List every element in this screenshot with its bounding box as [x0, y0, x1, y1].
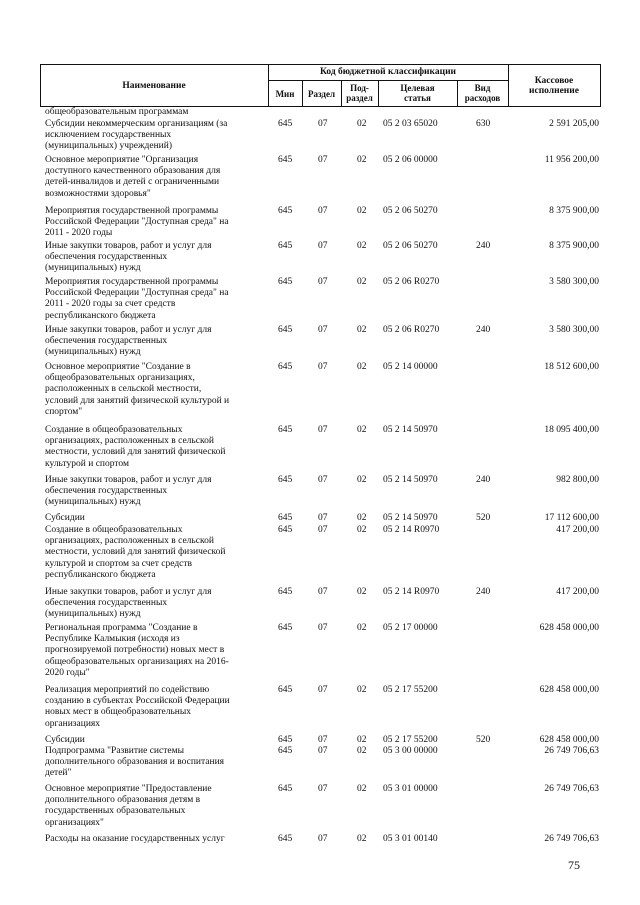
- cell-stat: 05 2 06 00000: [383, 155, 438, 165]
- cell-name: Подпрограмма "Развитие системы дополнительного образования и воспитания детей": [45, 746, 225, 779]
- cell-sum: 982 800,00: [556, 475, 599, 485]
- cell-min: 645: [278, 475, 293, 485]
- cell-podr: 02: [357, 241, 367, 251]
- cell-stat: 05 2 17 00000: [383, 623, 438, 633]
- cell-sum: 628 458 000,00: [539, 685, 599, 695]
- cell-min: 645: [278, 277, 293, 287]
- cell-stat: 05 2 06 R0270: [383, 277, 440, 287]
- cell-vid: 240: [476, 475, 491, 485]
- cell-podr: 02: [357, 119, 367, 129]
- cell-name: Основное мероприятие "Организация доступного качественного образования для детей-инвалидов и детей с ограниченными возможностями здоровья": [45, 155, 221, 199]
- cell-vid: 520: [476, 513, 491, 523]
- header-ispolnenie: Кассовое исполнение: [529, 76, 579, 96]
- cell-podr: 02: [357, 206, 367, 216]
- header-statya: Целевая статья: [400, 83, 435, 103]
- cell-stat: 05 2 06 50270: [383, 241, 438, 251]
- cell-stat: 05 3 01 00000: [383, 784, 438, 794]
- cell-name: Субсидии: [45, 513, 85, 523]
- cell-razd: 07: [318, 587, 328, 597]
- cell-stat: 05 3 00 00000: [383, 746, 438, 756]
- cell-min: 645: [278, 513, 293, 523]
- cell-podr: 02: [357, 362, 367, 372]
- cell-min: 645: [278, 525, 293, 535]
- cell-vid: 240: [476, 241, 491, 251]
- cell-razd: 07: [318, 425, 328, 435]
- cell-min: 645: [278, 362, 293, 372]
- cell-vid: 630: [476, 119, 491, 129]
- cell-min: 645: [278, 784, 293, 794]
- cell-name: Создание в общеобразовательных организациях, расположенных в сельской местности, условий для занятий физической культурой и спортом за счет средств республиканского бюджета: [45, 525, 226, 580]
- cell-min: 645: [278, 206, 293, 216]
- header-razdel: Раздел: [307, 89, 336, 99]
- cell-name: Основное мероприятие "Создание в общеобразовательных организациях, расположенных в сельской местности, условий для занятий физической культурой и спортом": [45, 362, 230, 417]
- cell-sum: 18 095 400,00: [544, 425, 599, 435]
- cell-name: Основное мероприятие "Предоставление дополнительного образования детям в государственных образовательных организациях": [45, 784, 212, 828]
- cell-razd: 07: [318, 277, 328, 287]
- cell-podr: 02: [357, 735, 367, 745]
- cell-sum: 17 112 600,00: [544, 513, 599, 523]
- cell-razd: 07: [318, 685, 328, 695]
- cell-razd: 07: [318, 325, 328, 335]
- cell-name: Субсидии некоммерческим организациям (за исключением государственных (муниципальных) учреждений): [45, 119, 228, 152]
- cell-min: 645: [278, 587, 293, 597]
- cell-podr: 02: [357, 525, 367, 535]
- header-top-border: [40, 64, 600, 65]
- cell-name: общеобразовательным программам: [45, 107, 189, 117]
- cell-name: Создание в общеобразовательных организациях, расположенных в сельской местности, условий для занятий физической культурой и спортом: [45, 425, 226, 469]
- cell-min: 645: [278, 735, 293, 745]
- cell-min: 645: [278, 685, 293, 695]
- cell-name: Субсидии: [45, 735, 85, 745]
- cell-min: 645: [278, 746, 293, 756]
- cell-sum: 2 591 205,00: [549, 119, 599, 129]
- cell-razd: 07: [318, 784, 328, 794]
- cell-stat: 05 3 01 00140: [383, 834, 438, 844]
- cell-stat: 05 2 14 R0970: [383, 587, 440, 597]
- cell-razd: 07: [318, 475, 328, 485]
- cell-min: 645: [278, 155, 293, 165]
- cell-razd: 07: [318, 155, 328, 165]
- cell-podr: 02: [357, 746, 367, 756]
- header-code-group: Код бюджетной классификации: [319, 67, 457, 77]
- cell-razd: 07: [318, 746, 328, 756]
- cell-podr: 02: [357, 587, 367, 597]
- cell-podr: 02: [357, 834, 367, 844]
- cell-sum: 3 580 300,00: [549, 325, 599, 335]
- cell-razd: 07: [318, 525, 328, 535]
- cell-podr: 02: [357, 475, 367, 485]
- cell-min: 645: [278, 119, 293, 129]
- cell-stat: 05 2 03 65020: [383, 119, 438, 129]
- cell-name: Иные закупки товаров, работ и услуг для обеспечения государственных (муниципальных) нужд: [45, 325, 212, 358]
- page-number: 75: [568, 858, 580, 872]
- cell-stat: 05 2 17 55200: [383, 685, 438, 695]
- cell-razd: 07: [318, 735, 328, 745]
- cell-stat: 05 2 14 R0970: [383, 525, 440, 535]
- cell-vid: 240: [476, 325, 491, 335]
- cell-sum: 26 749 706,63: [544, 746, 599, 756]
- cell-sum: 628 458 000,00: [539, 735, 599, 745]
- cell-sum: 628 458 000,00: [539, 623, 599, 633]
- header-code-divider: [268, 80, 508, 81]
- cell-razd: 07: [318, 119, 328, 129]
- cell-vid: 520: [476, 735, 491, 745]
- cell-name: Мероприятия государственной программы Российской Федерации "Доступная среда" на 2011 - 2020 годы: [45, 206, 229, 239]
- cell-stat: 05 2 14 00000: [383, 362, 438, 372]
- cell-podr: 02: [357, 784, 367, 794]
- cell-razd: 07: [318, 241, 328, 251]
- cell-razd: 07: [318, 834, 328, 844]
- cell-podr: 02: [357, 155, 367, 165]
- header-vid: Вид расходов: [464, 83, 501, 103]
- header-name: Наименование: [122, 81, 186, 91]
- cell-name: Иные закупки товаров, работ и услуг для обеспечения государственных (муниципальных) нужд: [45, 587, 212, 620]
- cell-min: 645: [278, 325, 293, 335]
- cell-podr: 02: [357, 685, 367, 695]
- cell-stat: 05 2 14 50970: [383, 425, 438, 435]
- cell-sum: 8 375 900,00: [549, 241, 599, 251]
- cell-stat: 05 2 14 50970: [383, 513, 438, 523]
- header-podrazdel: Под- раздел: [346, 83, 373, 103]
- cell-sum: 8 375 900,00: [549, 206, 599, 216]
- header-min: Мин: [275, 89, 295, 99]
- header-right-border: [600, 64, 601, 107]
- cell-sum: 11 956 200,00: [544, 155, 599, 165]
- cell-podr: 02: [357, 623, 367, 633]
- cell-min: 645: [278, 834, 293, 844]
- cell-name: Региональная программа "Создание в Республике Калмыкия (исходя из прогнозируемой потребности) новых мест в общеобразовательных организациях на 2016- 2020 годы": [45, 623, 229, 678]
- cell-podr: 02: [357, 425, 367, 435]
- cell-vid: 240: [476, 587, 491, 597]
- cell-stat: 05 2 14 50970: [383, 475, 438, 485]
- cell-name: Иные закупки товаров, работ и услуг для обеспечения государственных (муниципальных) нужд: [45, 241, 212, 274]
- cell-stat: 05 2 06 50270: [383, 206, 438, 216]
- cell-sum: 417 200,00: [556, 587, 599, 597]
- cell-razd: 07: [318, 513, 328, 523]
- cell-razd: 07: [318, 623, 328, 633]
- cell-sum: 18 512 600,00: [544, 362, 599, 372]
- cell-name: Расходы на оказание государственных услуг: [45, 834, 225, 844]
- cell-podr: 02: [357, 513, 367, 523]
- cell-name: Реализация мероприятий по содействию созданию в субъектах Российской Федерации новых мест в общеобразовательных организациях: [45, 685, 230, 729]
- cell-razd: 07: [318, 362, 328, 372]
- cell-stat: 05 2 06 R0270: [383, 325, 440, 335]
- cell-min: 645: [278, 623, 293, 633]
- cell-min: 645: [278, 425, 293, 435]
- cell-sum: 26 749 706,63: [544, 834, 599, 844]
- cell-razd: 07: [318, 206, 328, 216]
- cell-stat: 05 2 17 55200: [383, 735, 438, 745]
- cell-sum: 3 580 300,00: [549, 277, 599, 287]
- cell-podr: 02: [357, 277, 367, 287]
- cell-name: Мероприятия государственной программы Российской Федерации "Доступная среда" на 2011 - 2020 годы за счет средств республиканского бюджета: [45, 277, 229, 321]
- cell-name: Иные закупки товаров, работ и услуг для обеспечения государственных (муниципальных) нужд: [45, 475, 212, 508]
- cell-sum: 417 200,00: [556, 525, 599, 535]
- cell-min: 645: [278, 241, 293, 251]
- cell-podr: 02: [357, 325, 367, 335]
- cell-sum: 26 749 706,63: [544, 784, 599, 794]
